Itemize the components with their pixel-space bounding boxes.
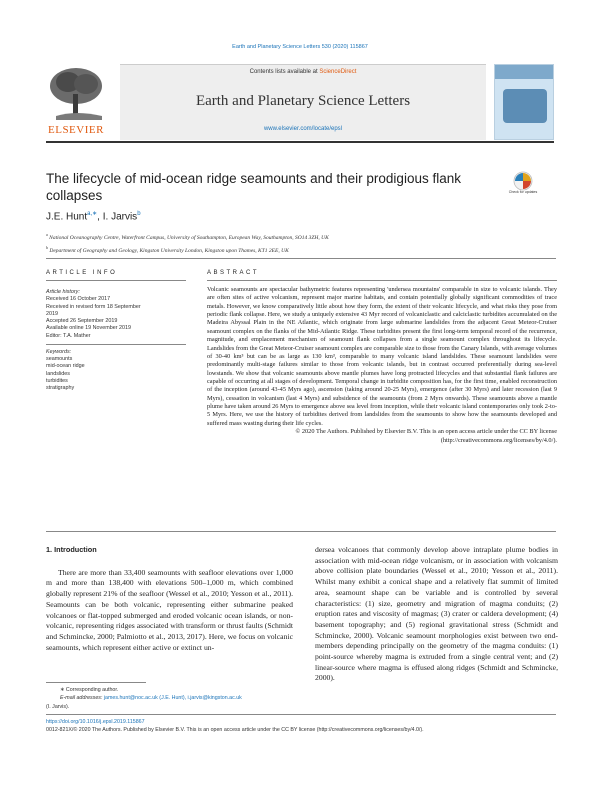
affiliation-text: Department of Geography and Geology, Kingston University London, Kingston upon Thames, KT1 2EE, UK: [49, 247, 289, 254]
abstract-text: Volcanic seamounts are spectacular bathymetric features representing 'undersea mountains' comparable in size to volcanic islands. They are often sites of active volcanism, represent major marine habitats, and contain potentially globally significant commodities of trace metals. However, we know comparatively little about how they form, the extent of their volcanic lifecycle, and what risks they pose from periodic flank collapse. Here, we study a uniquely extensive 43 Myr record of volcaniclastic and calciclastic turbidites accumulated on the Madeira Abyssal Plain in the NE Atlantic, which originate from large submarine landslides from the adjacent Great Meteor-Cruiser seamount complex on the flanks of the Mid-Atlantic Ridge. These turbidites present the first long-term temporal record of the recurrence, magnitude, and emplacement mechanism of seamount flank collapses from a single seamount complex throughout its lifecycle. Landslides from the Great Meteor-Cruiser seamount complex are comparable size to those from the Canary Islands, with average volumes of 30-40 km³ but can be as large as 130 km³, comparable to many volcanic island landslides. These seamount landslides were predominantly multi-stage failures similar to those from volcanic islands, but in contrast occurred preferentially during sea-level lowstands. We show that volcanic seamounts above mantle plumes have long protracted lifecycles and that substantial flank failures are capable of occurring at all stages of development. Temporal change in turbidite composition has, for the first time, enabled reconstruction of the inception (around 43-45 Myrs ago), ascension (taking around 20-25 Myrs), emergence (after 30 Myrs) and later recession (last 9 Myrs), cessation in volcanism (last 4 Myrs) and subsidence of the seamounts (from 2 Myrs onwards). These seamounts above a mantle plume have taken around 26 Myrs to emergence above sea level from inception, while their volcanic island contemporaries only took 2-to-5 Myrs. Here, we use the history of turbidites derived from landslides from the seamounts to show how the seamounts developed and suffered mass wasting during their life cycles.: [207, 286, 557, 427]
article-title: The lifecycle of mid-ocean ridge seamounts and their prodigious flank collapses: [46, 171, 461, 203]
masthead-rule: [46, 141, 554, 143]
masthead-banner: [120, 64, 486, 140]
article-info-rule: [46, 280, 186, 281]
corresponding-author-note: ∗ Corresponding author.: [60, 687, 119, 693]
abstract-body: [207, 286, 557, 445]
footnote-rule: [46, 682, 146, 683]
affiliation: [46, 243, 329, 256]
check-for-updates-label[interactable]: Check for updates: [508, 190, 538, 194]
sciencedirect-link[interactable]: ScienceDirect: [319, 69, 357, 75]
journal-cover-image: [494, 64, 554, 140]
article-info-heading: ARTICLE INFO: [46, 270, 118, 276]
intro-paragraph: There are more than 33,400 seamounts with seafloor elevations over 1,000 m and more than 138,400 with elevations 500–1,000 m, which combined globally represent 21% of the seafloor (Wessel et al., 2010; Yesson et al., 2011). Seamounts can be both volcanic, representing either submarine peaked volcanoes or flat-topped submerged and eroded volcanic ocean islands, or non-volcanic, representing ridges associated with transform or thrust faults (Schmidt and Schmincke, 2000; Palmiotto et al., 2013, 2017). Here, we focus on volcanic seamounts, which represent either active or extinct un-: [46, 567, 293, 652]
contents-line: [120, 69, 486, 75]
keywords-rule: [46, 344, 186, 345]
abstract-copyright: © 2020 The Authors. Published by Elsevier B.V. This is an open access article under the CC BY license (http://creativecommons.org/licenses/by/4.0/).: [295, 428, 557, 444]
email-label: E-mail addresses:: [60, 695, 103, 702]
check-for-updates-icon[interactable]: [512, 171, 534, 201]
header-divider: [46, 258, 556, 259]
intro-left-column: [46, 545, 293, 653]
keywords-label: Keywords:: [46, 348, 72, 355]
intro-heading: 1. Introduction: [46, 545, 97, 554]
keyword: landslides: [46, 370, 70, 377]
doi-rule: [46, 714, 556, 715]
intro-paragraph-continued: dersea volcanoes that commonly develop above intraplate plume bodies in association with mid-ocean ridge volcanism, or in association with volcanism above collision plate boundaries (Wessel et al., 2010; Yesson et al., 2011). Whilst many exhibit a conical shape and a relatively flat summit of limited area, seamount shape can be variable and is controlled by several characteristics: (1) size, geometry and migration of magma conduits; (2) eruption rates and viscosity of magmas; (3) crater or caldera development; (4) basement topography; and (5) regional gravitational stress (Schmidt and Schmincke, 2000). Volcanic seamount morphologies exist between two end-members depending principally on the geometry of the magma conduits: (1) point-source whereby magma is extruded from a single central vent; and (2) linear-source where magma is effused along ridges (Schmidt and Schmincke, 2000).: [315, 545, 558, 683]
author-name[interactable]: J.E. Hunt: [46, 211, 88, 223]
history-line: 2019: [46, 310, 58, 317]
contents-prefix: Contents lists available at: [249, 69, 318, 75]
affiliations: [46, 230, 329, 256]
history-line: Editor: T.A. Mather: [46, 332, 91, 339]
masthead: [46, 64, 554, 140]
affiliation-text: National Oceanography Centre, Waterfront Campus, University of Southampton, European Way, Southampton, SO14 3ZH, UK: [49, 234, 329, 241]
journal-title: Earth and Planetary Science Letters: [195, 93, 411, 109]
affiliation: [46, 230, 329, 243]
email-line: [46, 694, 556, 702]
email-links[interactable]: james.hunt@noc.ac.uk (J.E. Hunt), i.jarvis@kingston.ac.uk: [103, 695, 242, 702]
history-line: Received in revised form 18 September: [46, 303, 141, 310]
abstract-rule: [207, 280, 557, 281]
journal-reference[interactable]: Earth and Planetary Science Letters 530 (2020) 115867: [232, 44, 368, 50]
elsevier-tree-logo: [46, 64, 112, 140]
author-name[interactable]: I. Jarvis: [102, 211, 138, 223]
intro-right-column: [315, 545, 558, 684]
elsevier-wordmark: ELSEVIER: [48, 124, 104, 136]
keyword: turbidites: [46, 377, 68, 384]
author-sup: a,∗: [87, 211, 98, 217]
affiliation-sup: a: [46, 232, 48, 237]
keyword: mid-ocean ridge: [46, 363, 85, 370]
history-line: Accepted 26 September 2019: [46, 318, 118, 325]
article-info-block: [46, 289, 186, 393]
author-sup: b: [137, 211, 141, 217]
history-line: Received 16 October 2017: [46, 296, 111, 303]
keyword: seamounts: [46, 356, 73, 363]
abstract-heading: ABSTRACT: [207, 270, 260, 276]
footnotes: [46, 686, 556, 735]
abstract-end-divider: [46, 531, 556, 532]
affiliation-sup: b: [46, 244, 48, 250]
keyword: stratigraphy: [46, 385, 75, 392]
cover-strip: [495, 65, 553, 79]
cover-illustration: [503, 89, 547, 123]
history-label: Article history:: [46, 289, 80, 295]
author-list: J.E. Hunt$^{a,∗}$, I. Jarvis$^b$: [46, 211, 141, 223]
history-line: Available online 19 November 2019: [46, 325, 132, 332]
journal-url-link[interactable]: www.elsevier.com/locate/epsl: [263, 126, 343, 132]
license-line: 0012-821X/© 2020 The Authors. Published by Elsevier B.V. This is an open access article under the CC BY license (http://creativecommons.org/licenses/by/4.0/).: [46, 727, 424, 734]
email-line-cont: (I. Jarvis).: [46, 703, 70, 710]
doi-link[interactable]: https://doi.org/10.1016/j.epsl.2019.115867: [46, 718, 145, 725]
